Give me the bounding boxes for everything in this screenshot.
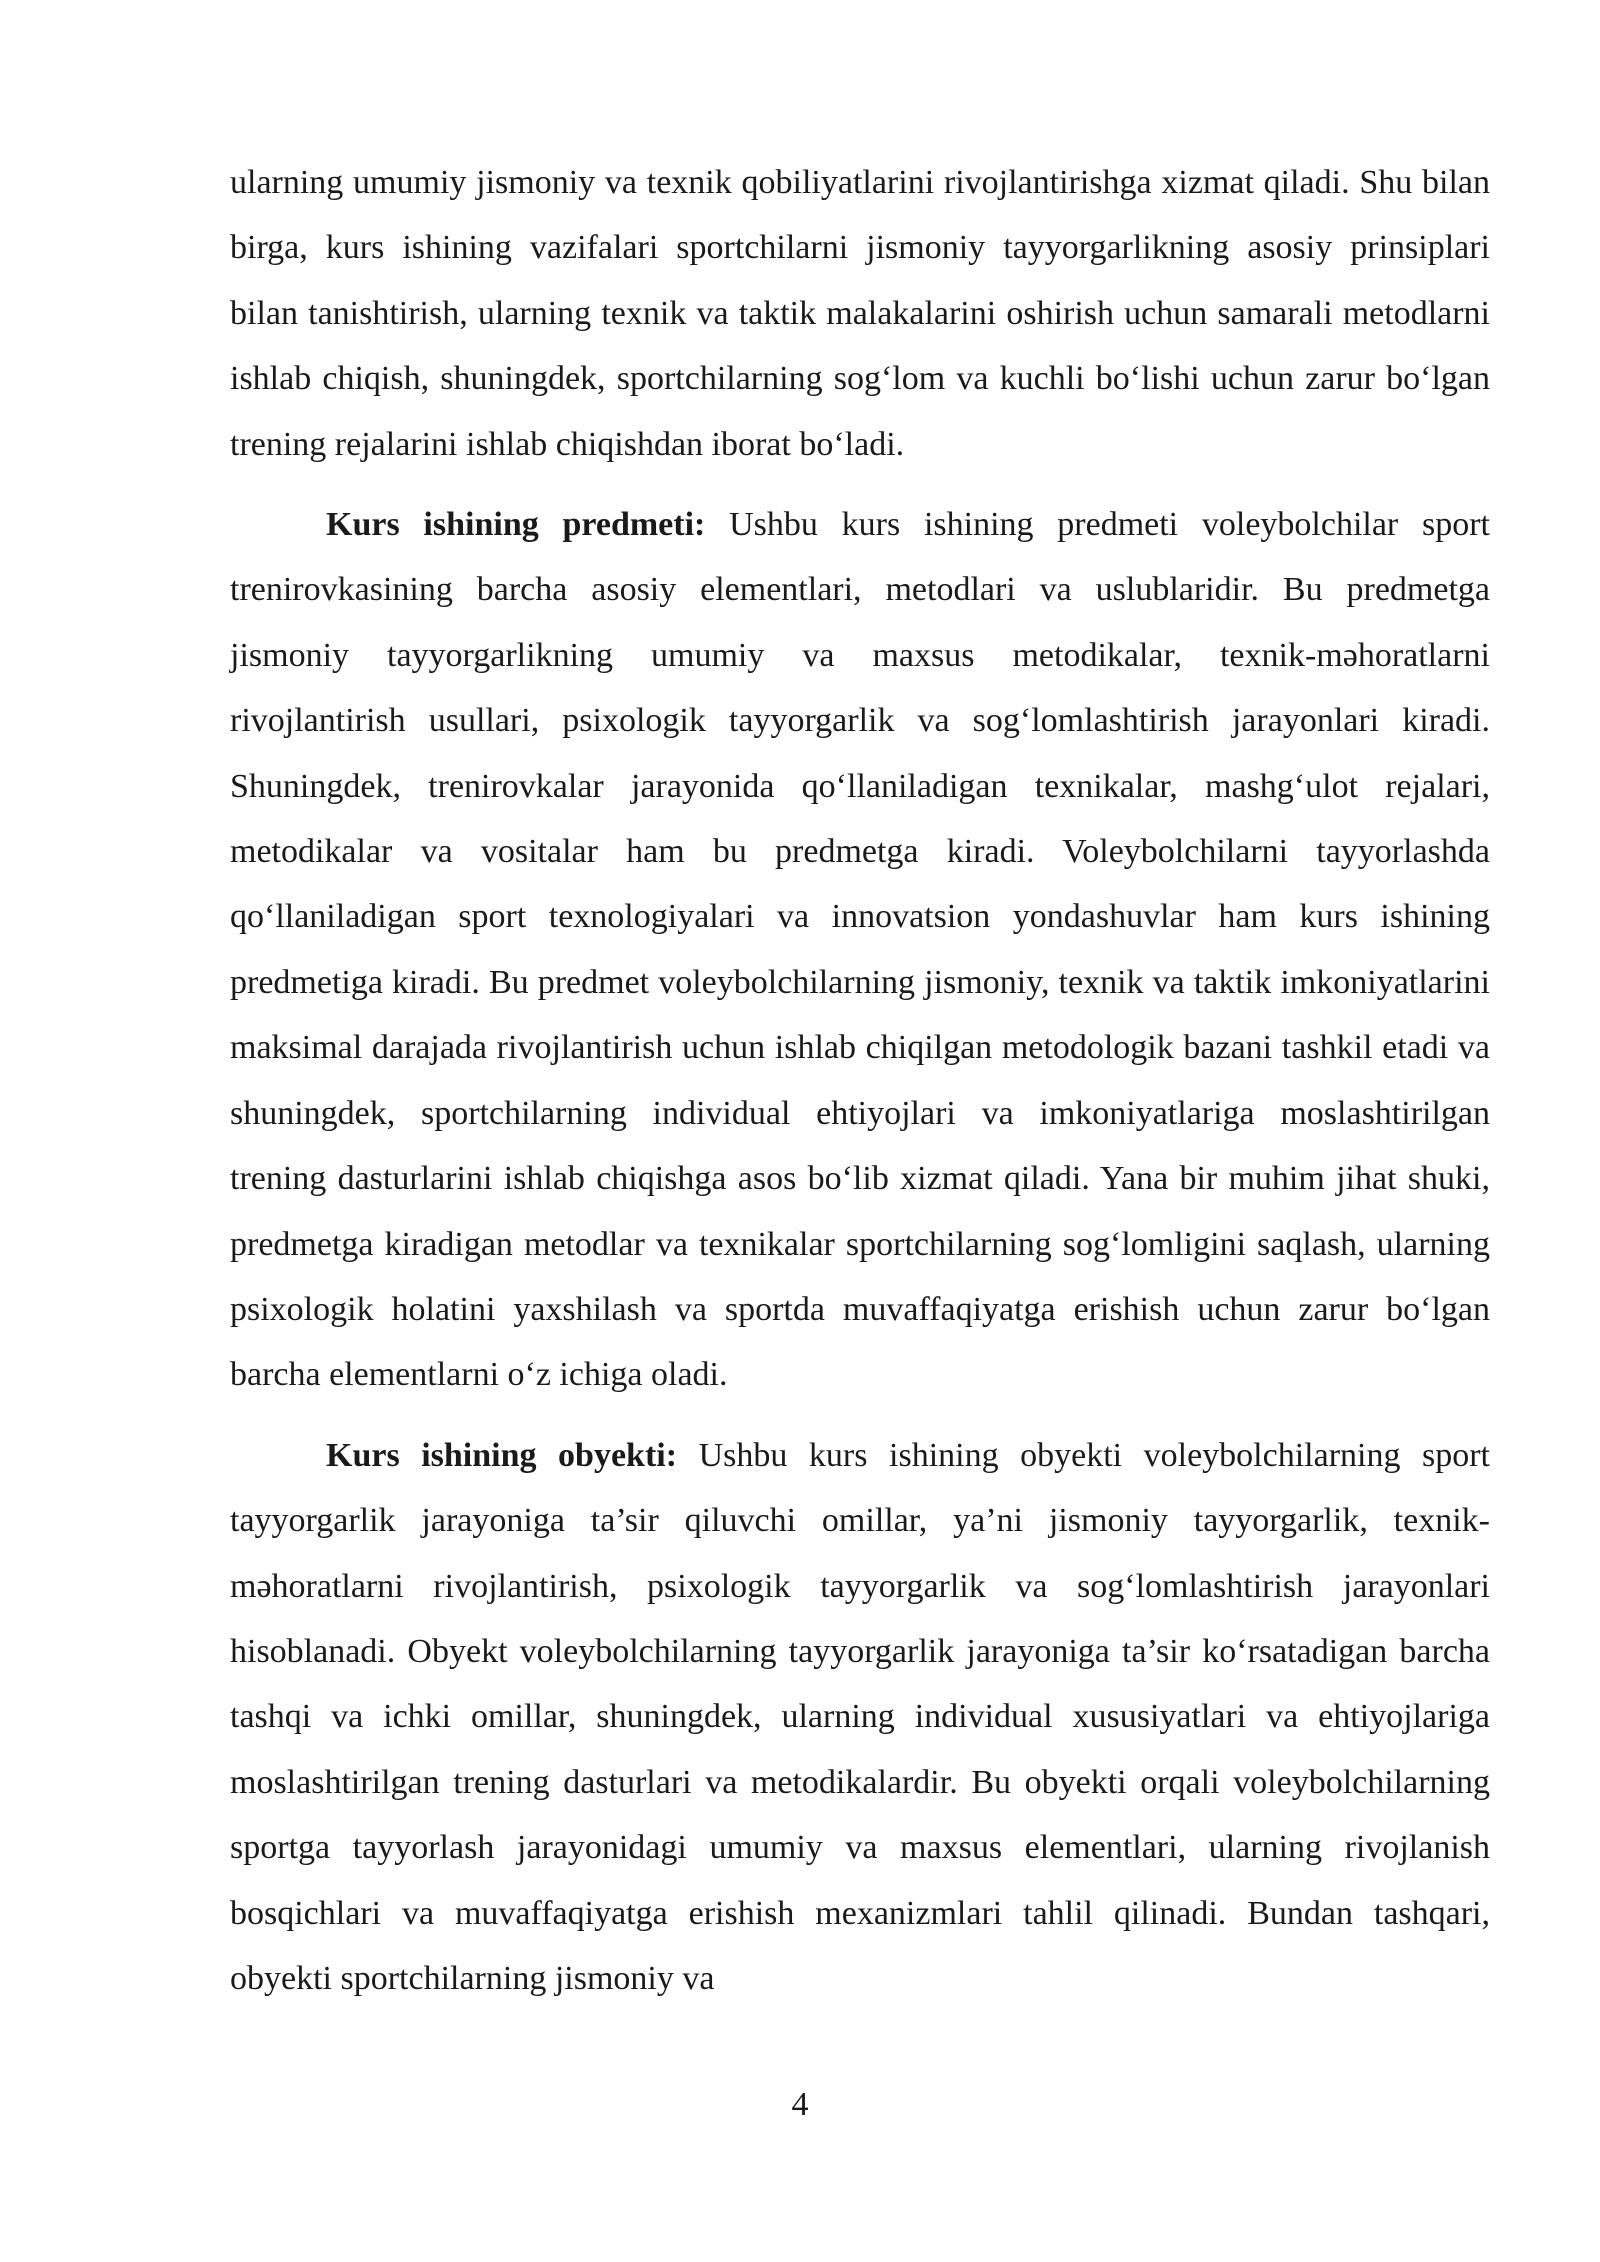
paragraph-continued <box>230 150 1490 477</box>
paragraph-predmeti <box>230 492 1490 1408</box>
paragraph-obyekti <box>230 1423 1490 2012</box>
paragraph-text: Ushbu kurs ishining predmeti voleybolchilar sport trenirovkasining barcha asosiy elementlari, metodlari va uslublaridir. Bu predmetga jismoniy tayyorgarlikning umumiy va maxsus metodikalar, texnik-məhoratlarni rivojlantirish usullari, psixologik tayyorgarlik va sogʻlomlashtirish jarayonlari kiradi. Shuningdek, trenirovkalar jarayonida qoʻllaniladigan texnikalar, mashgʻulot rejalari, metodikalar va vositalar ham bu predmetga kiradi. Voleybolchilarni tayyorlashda qoʻllaniladigan sport texnologiyalari va innovatsion yondashuvlar ham kurs ishining predmetiga kiradi. Bu predmet voleybolchilarning jismoniy, texnik va taktik imkoniyatlarini maksimal darajada rivojlantirish uchun ishlab chiqilgan metodologik bazani tashkil etadi va shuningdek, sportchilarning individual ehtiyojlari va imkoniyatlariga moslashtirilgan trening dasturlarini ishlab chiqishga asos boʻlib xizmat qiladi. Yana bir muhim jihat shuki, predmetga kiradigan metodlar va texnikalar sportchilarning sogʻlomligini saqlash, ularning psixologik holatini yaxshilash va sportda muvaffaqiyatga erishish uchun zarur boʻlgan barcha elementlarni oʻz ichiga oladi. <box>230 506 1490 1394</box>
paragraph-text: Ushbu kurs ishining obyekti voleybolchilarning sport tayyorgarlik jarayoniga ta’sir qiluvchi omillar, ya’ni jismoniy tayyorgarlik, texnik-məhoratlarni rivojlantirish, psixologik tayyorgarlik va sogʻlomlashtirish jarayonlari hisoblanadi. Obyekt voleybolchilarning tayyorgarlik jarayoniga ta’sir koʻrsatadigan barcha tashqi va ichki omillar, shuningdek, ularning individual xususiyatlari va ehtiyojlariga moslashtirilgan trening dasturlari va metodikalardir. Bu obyekti orqali voleybolchilarning sportga tayyorlash jarayonidagi umumiy va maxsus elementlari, ularning rivojlanish bosqichlari va muvaffaqiyatga erishish mexanizmlari tahlil qilinadi. Bundan tashqari, obyekti sportchilarning jismoniy va <box>230 1436 1491 1997</box>
paragraph-text: ularning umumiy jismoniy va texnik qobiliyatlarini rivojlantirishga xizmat qiladi. Shu bilan birga, kurs ishining vazifalari sportchilarni jismoniy tayyorgarlikning asosiy prinsiplari bilan tanishtirish, ularning texnik va taktik malakalarini oshirish uchun samarali metodlarni ishlab chiqish, shuningdek, sportchilarning sogʻlom va kuchli boʻlishi uchun zarur boʻlgan trening rejalarini ishlab chiqishdan iborat boʻladi. <box>230 164 1490 463</box>
body-text <box>230 150 1490 2011</box>
paragraph-heading: Kurs ishining obyekti: <box>326 1436 678 1474</box>
paragraph-heading: Kurs ishining predmeti: <box>326 506 706 544</box>
page-number: 4 <box>791 2086 809 2123</box>
